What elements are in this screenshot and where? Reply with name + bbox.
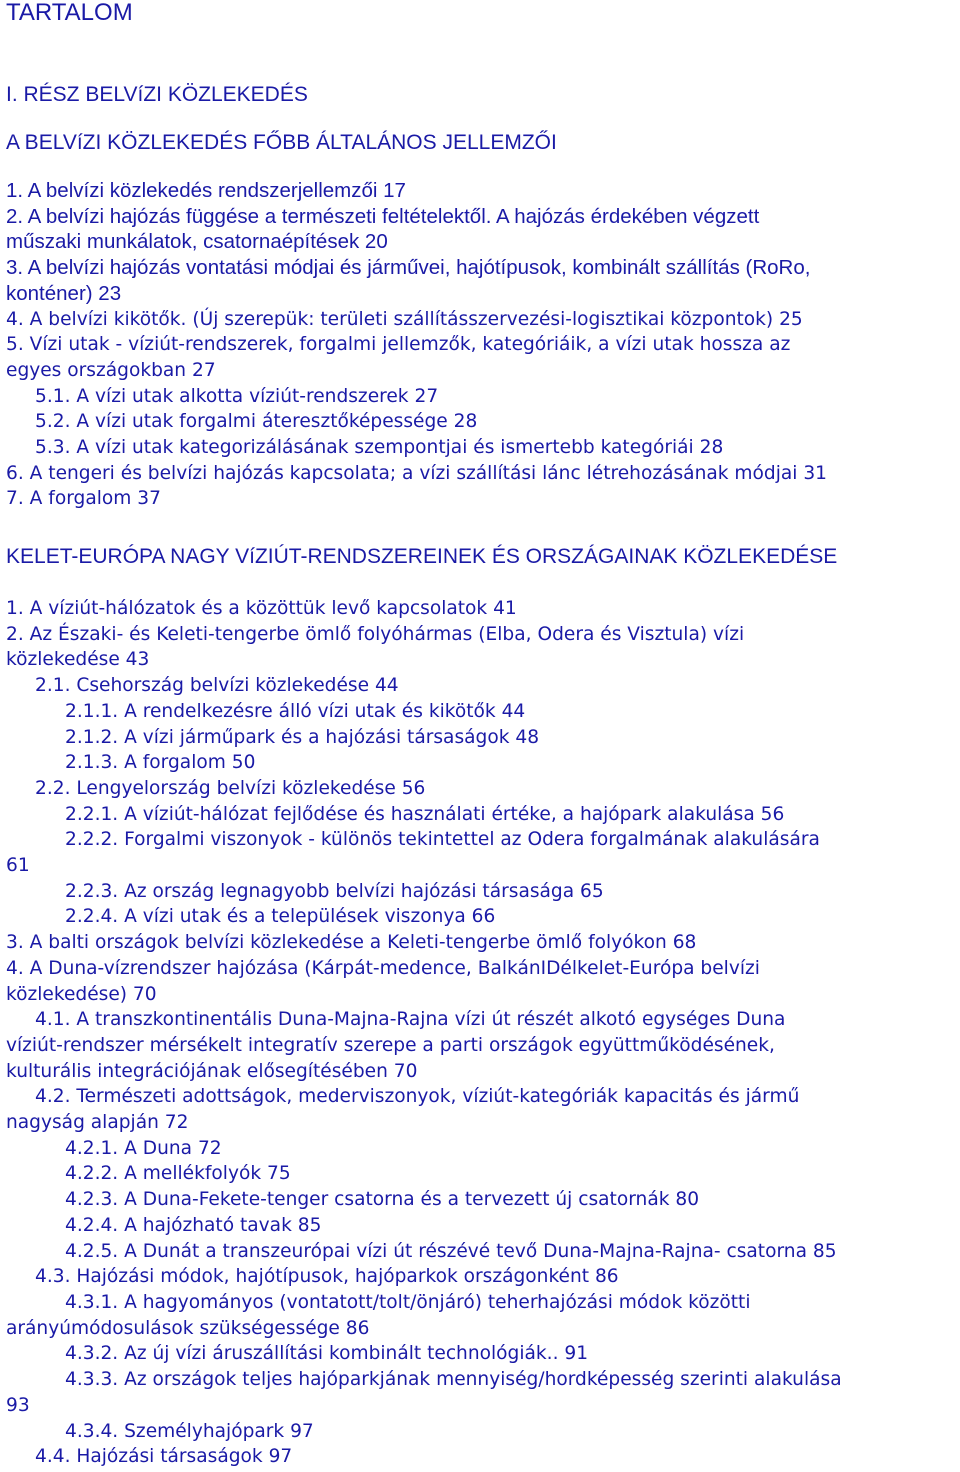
toc-entry[interactable]: 4.2.5. A Dunát a transzeurópai vízi út részévé tevő Duna-Majna-Rajna- csatorna 85 (65, 1240, 837, 1262)
toc-entry[interactable]: 4.3.4. Személyhajópark 97 (65, 1420, 314, 1442)
section-heading-2: KELET-EURÓPA NAGY VíZIÚT-RENDSZEREINEK ÉS ORSZÁGAINAK KÖZLEKEDÉSE (6, 545, 838, 568)
toc-entry[interactable]: kulturális integrációjának elősegítésében 70 (6, 1060, 418, 1082)
toc-entry[interactable]: közlekedése) 70 (6, 983, 157, 1005)
toc-entry[interactable]: nagyság alapján 72 (6, 1112, 189, 1134)
toc-entry[interactable]: 1. A belvízi közlekedés rendszerjellemzői 17 (6, 179, 406, 202)
toc-entry[interactable]: 93 (6, 1394, 30, 1416)
toc-entry[interactable]: 2.2.4. A vízi utak és a települések viszonya 66 (65, 906, 496, 928)
toc-entry[interactable]: 2.1.2. A vízi járműpark és a hajózási társaságok 48 (65, 726, 540, 748)
toc-entry[interactable]: 4.2.1. A Duna 72 (65, 1137, 222, 1159)
toc-entry[interactable]: 4. A Duna-vízrendszer hajózása (Kárpát-medence, BalkánIDélkelet-Európa belvízi (6, 957, 760, 979)
toc-entry[interactable]: 4.2. Természeti adottságok, mederviszonyok, víziút-kategóriák kapacitás és jármű (35, 1086, 800, 1108)
toc-entry[interactable]: 4.3.2. Az új vízi áruszállítási kombinált technológiák.. 91 (65, 1343, 589, 1365)
toc-entry[interactable]: 4.3. Hajózási módok, hajótípusok, hajóparkok országonként 86 (35, 1266, 619, 1288)
toc-entry[interactable]: 4.2.4. A hajózható tavak 85 (65, 1214, 322, 1236)
toc-entry[interactable]: 4.4. Hajózási társaságok 97 (35, 1446, 293, 1468)
toc-entry[interactable]: 1. A víziút-hálózatok és a közöttük levő kapcsolatok 41 (6, 598, 517, 619)
toc-entry[interactable]: 2.2.1. A víziút-hálózat fejlődése és használati értéke, a hajópark alakulása 56 (65, 803, 785, 825)
toc-entry[interactable]: 3. A belvízi hajózás vontatási módjai és járművei, hajótípusok, kombinált szállítás (RoRo, (6, 256, 811, 280)
toc-entry[interactable]: víziút-rendszer mérsékelt integratív szerepe a parti országok együttműködésének, (6, 1034, 775, 1056)
toc-entry[interactable]: 5.2. A vízi utak forgalmi áteresztőképessége 28 (35, 411, 478, 433)
toc-entry[interactable]: 2. Az Északi- és Keleti-tengerbe ömlő folyóhármas (Elba, Odera és Visztula) vízi (6, 623, 745, 645)
toc-entry[interactable]: egyes országokban 27 (6, 359, 216, 381)
toc-entry[interactable]: 2.2. Lengyelország belvízi közlekedése 56 (35, 777, 426, 799)
toc-entry[interactable]: 5.3. A vízi utak kategorizálásának szempontjai és ismertebb kategóriái 28 (35, 437, 724, 459)
toc-entry[interactable]: műszaki munkálatok, csatornaépítések 20 (6, 230, 388, 254)
section-heading-1: A BELVíZI KÖZLEKEDÉS FŐBB ÁLTALÁNOS JELLEMZŐI (6, 131, 557, 154)
toc-list-1 (0, 178, 960, 512)
toc-entry[interactable]: 2.1.1. A rendelkezésre álló vízi utak és kikötők 44 (65, 700, 526, 722)
toc-entry[interactable]: 2. A belvízi hajózás függése a természeti feltételektől. A hajózás érdekében végzett (6, 204, 760, 228)
page-title: TARTALOM (6, 0, 133, 26)
toc-entry[interactable]: 6. A tengeri és belvízi hajózás kapcsolata; a vízi szállítási lánc létrehozásának módjai 31 (6, 462, 828, 484)
toc-entry[interactable]: 7. A forgalom 37 (6, 488, 161, 510)
toc-list-2 (0, 596, 960, 1470)
toc-entry[interactable]: 5.1. A vízi utak alkotta víziút-rendszerek 27 (35, 385, 439, 407)
toc-entry[interactable]: 61 (6, 855, 30, 877)
toc-entry[interactable]: 5. Vízi utak - víziút-rendszerek, forgalmi jellemzők, kategóriáik, a vízi utak hossza az (6, 334, 791, 356)
toc-entry[interactable]: konténer) 23 (6, 281, 122, 305)
toc-entry[interactable]: 3. A balti országok belvízi közlekedése a Keleti-tengerbe ömlő folyókon 68 (6, 932, 697, 954)
toc-entry[interactable]: 2.2.2. Forgalmi viszonyok - különös tekintettel az Odera forgalmának alakulására (65, 829, 820, 851)
toc-entry[interactable]: 2.1.3. A forgalom 50 (65, 752, 256, 774)
part-heading: I. RÉSZ BELVíZI KÖZLEKEDÉS (6, 83, 308, 106)
toc-entry[interactable]: 4.2.2. A mellékfolyók 75 (65, 1163, 291, 1185)
toc-entry[interactable]: 4. A belvízi kikötők. (Új szerepük: területi szállításszervezési-logisztikai központok) 25 (6, 308, 803, 330)
toc-entry[interactable]: 2.2.3. Az ország legnagyobb belvízi hajózási társasága 65 (65, 880, 604, 902)
toc-entry[interactable]: 2.1. Csehország belvízi közlekedése 44 (35, 675, 399, 697)
toc-entry[interactable]: 4.1. A transzkontinentális Duna-Majna-Rajna vízi út részét alkotó egységes Duna (35, 1009, 786, 1031)
toc-entry[interactable]: közlekedése 43 (6, 649, 150, 671)
toc-entry[interactable]: 4.3.3. Az országok teljes hajóparkjának mennyiség/hordképesség szerinti alakulása (65, 1369, 842, 1391)
toc-entry[interactable]: 4.3.1. A hagyományos (vontatott/tolt/önjáró) teherhajózási módok közötti (65, 1291, 751, 1313)
toc-entry[interactable]: arányúmódosulások szükségessége 86 (6, 1317, 370, 1339)
toc-entry[interactable]: 4.2.3. A Duna-Fekete-tenger csatorna és a tervezett új csatornák 80 (65, 1189, 700, 1211)
